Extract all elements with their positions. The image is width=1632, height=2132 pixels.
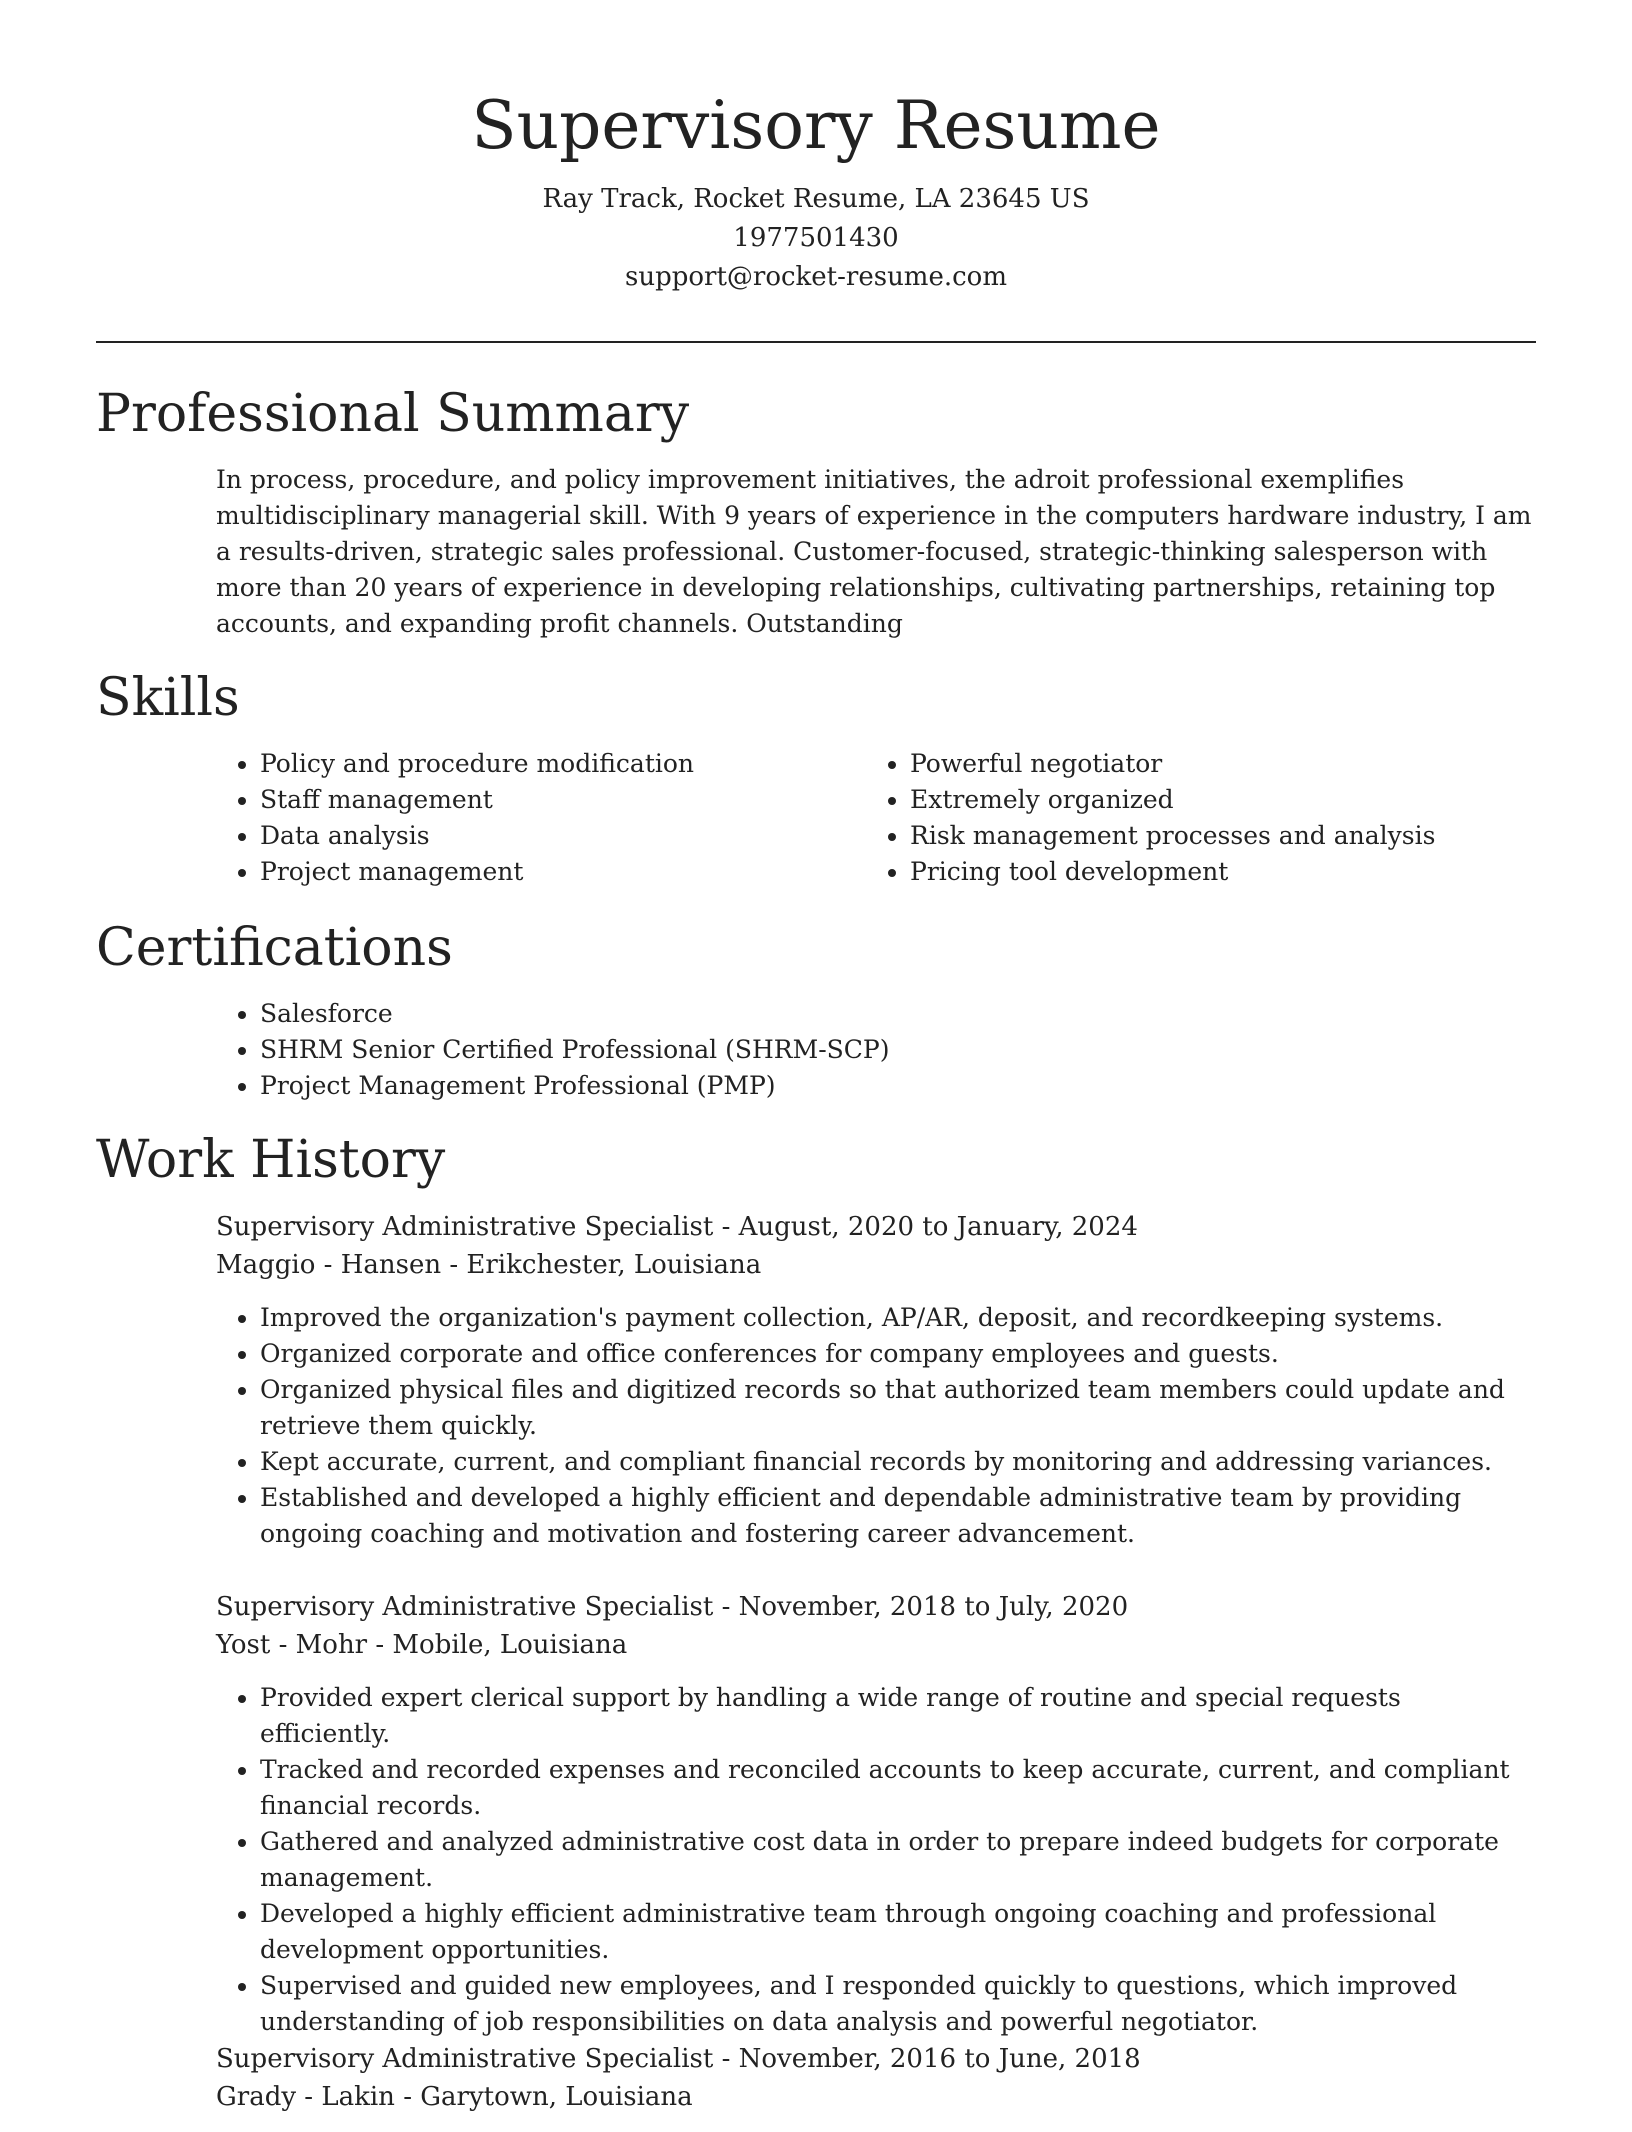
job-bullet: • Established and developed a highly efficient and dependable administrative team by providing ongoing coaching and motivation and fostering career advancement. <box>260 1480 1536 1552</box>
job-bullet: • Organized physical files and digitized records so that authorized team members could update and retrieve them quickly. <box>260 1372 1536 1444</box>
resume-title: Supervisory Resume <box>471 87 1161 164</box>
job-entry <box>216 1588 1536 2040</box>
job-bullet: • Tracked and recorded expenses and reconciled accounts to keep accurate, current, and compliant financial records. <box>260 1752 1536 1824</box>
certification-item: • Salesforce <box>260 996 1416 1032</box>
certifications-list <box>216 996 1416 1104</box>
skill-item: • Risk management processes and analysis <box>910 818 1506 854</box>
work-history-heading: Work History <box>96 1130 446 1190</box>
resume-header <box>96 78 1536 297</box>
certification-item: • SHRM Senior Certified Professional (SHRM-SCP) <box>260 1032 1416 1068</box>
skill-item: • Project management <box>260 854 816 890</box>
skill-item: • Pricing tool development <box>910 854 1506 890</box>
contact-phone: 1977501430 <box>733 223 899 253</box>
job-bullet: • Organized corporate and office conferences for company employees and guests. <box>260 1336 1536 1372</box>
summary-heading: Professional Summary <box>96 384 690 444</box>
certification-item: • Project Management Professional (PMP) <box>260 1068 1416 1104</box>
job-bullet: • Improved the organization's payment collection, AP/AR, deposit, and recordkeeping systems. <box>260 1300 1536 1336</box>
skills-list-left <box>216 746 816 890</box>
job-bullet: • Supervised and guided new employees, and I responded quickly to questions, which improved understanding of job responsibilities on data analysis and powerful negotiator. <box>260 1968 1536 2040</box>
job-company: Yost - Mohr - Mobile, Louisiana <box>216 1630 628 1660</box>
summary-text: In process, procedure, and policy improvement initiatives, the adroit professional exemplifies multidisciplinary managerial skill. With 9 years of experience in the computers hardware industry, I am a results-driven, strategic sales professional. Customer-focused, strategic-thinking salesperson with more than 20 years of experience in developing relationships, cultivating partnerships, retaining top accounts, and expanding profit channels. Outstanding <box>216 465 1532 638</box>
job-bullet: • Kept accurate, current, and compliant financial records by monitoring and addressing variances. <box>260 1444 1536 1480</box>
header-divider <box>96 341 1536 343</box>
job-entry <box>216 2040 1536 2132</box>
job-bullet: • Provided expert clerical support by handling a wide range of routine and special requests efficiently. <box>260 1680 1536 1752</box>
skills-heading: Skills <box>96 668 240 728</box>
job-title: Supervisory Administrative Specialist - November, 2016 to June, 2018 <box>216 2044 1141 2074</box>
contact-address: Ray Track, Rocket Resume, LA 23645 US <box>542 184 1090 214</box>
skill-item: • Extremely organized <box>910 782 1506 818</box>
job-entry <box>216 1208 1536 1552</box>
skill-item: • Staff management <box>260 782 816 818</box>
job-company: Maggio - Hansen - Erikchester, Louisiana <box>216 1250 762 1280</box>
skill-item: • Powerful negotiator <box>910 746 1506 782</box>
job-title: Supervisory Administrative Specialist - November, 2018 to July, 2020 <box>216 1592 1129 1622</box>
skill-item: • Data analysis <box>260 818 816 854</box>
job-bullet: • Developed a highly efficient administrative team through ongoing coaching and professional development opportunities. <box>260 1896 1536 1968</box>
contact-email: support@rocket-resume.com <box>624 262 1007 292</box>
certifications-heading: Certifications <box>96 918 453 978</box>
skills-list-right <box>866 746 1506 890</box>
job-title: Supervisory Administrative Specialist - August, 2020 to January, 2024 <box>216 1212 1138 1242</box>
skill-item: • Policy and procedure modification <box>260 746 816 782</box>
contact-info <box>96 180 1536 297</box>
job-bullet: • Gathered and analyzed administrative cost data in order to prepare indeed budgets for corporate management. <box>260 1824 1536 1896</box>
job-company: Grady - Lakin - Garytown, Louisiana <box>216 2082 693 2112</box>
